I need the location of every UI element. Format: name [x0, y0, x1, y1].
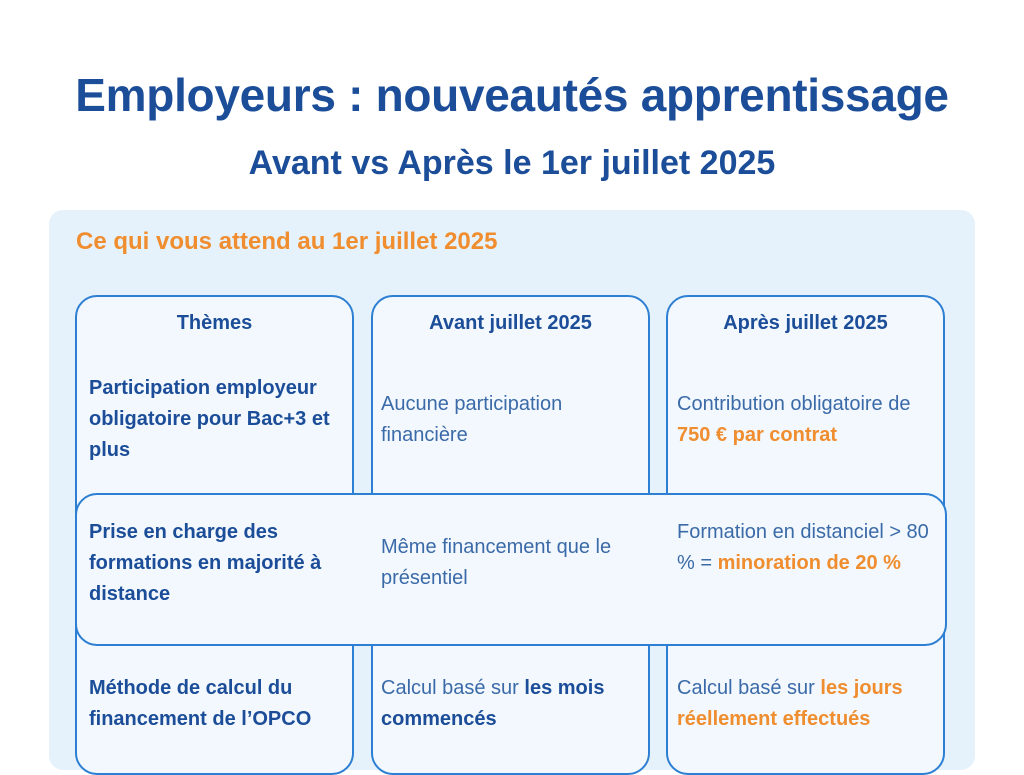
row-3-before-text: Calcul basé sur: [381, 677, 525, 699]
row-2-theme: Prise en charge des formations en majorité à distance: [89, 521, 322, 605]
row-2-after: [677, 517, 937, 579]
row-3-after-highlight: les jours réellement effectués: [677, 677, 903, 730]
page-title: Employeurs : nouveautés apprentissage: [75, 69, 949, 121]
page-subtitle: Avant vs Après le 1er juillet 2025: [248, 144, 776, 182]
row-1-after-highlight: 750 € par contrat: [677, 424, 838, 446]
row-2-after-text: Formation en distanciel > 80 % =: [677, 521, 929, 574]
row-1-after: [677, 389, 937, 451]
row-3-after-text: Calcul basé sur: [677, 677, 821, 699]
row-1-before: Aucune participation financière: [381, 393, 563, 446]
panel-heading: Ce qui vous attend au 1er juillet 2025: [76, 228, 498, 255]
row-3-before: [381, 673, 636, 735]
row-2-after-highlight: minoration de 20 %: [717, 552, 901, 574]
column-header-themes: Thèmes: [176, 312, 253, 334]
row-2-before: Même financement que le présentiel: [381, 536, 612, 589]
row-3-theme: Méthode de calcul du financement de l’OPCO: [89, 677, 312, 730]
row-3-before-highlight: les mois commencés: [381, 677, 605, 730]
column-header-after: Après juillet 2025: [723, 312, 888, 334]
row-3-after: [677, 673, 937, 735]
row-1-after-text: Contribution obligatoire de: [677, 393, 911, 415]
row-1-theme: Participation employeur obligatoire pour Bac+3 et plus: [89, 377, 330, 461]
column-header-before: Avant juillet 2025: [429, 312, 592, 334]
